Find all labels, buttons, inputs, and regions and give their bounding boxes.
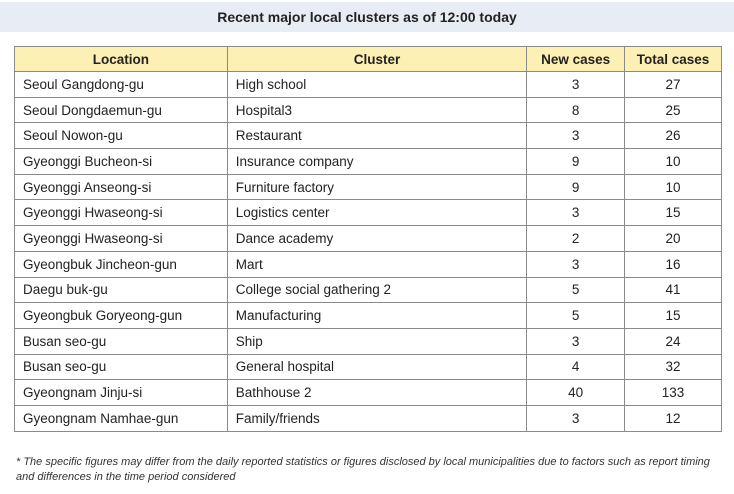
cell-cluster: Dance academy bbox=[227, 226, 526, 252]
table-header-row bbox=[15, 47, 722, 72]
table-row bbox=[15, 149, 722, 175]
clusters-table bbox=[14, 46, 722, 432]
cell-new-cases: 8 bbox=[527, 97, 625, 123]
cell-location: Gyeongnam Jinju-si bbox=[15, 380, 228, 406]
cell-location: Gyeongnam Namhae-gun bbox=[15, 405, 228, 431]
cell-total-cases: 20 bbox=[625, 226, 722, 252]
cell-new-cases: 5 bbox=[527, 303, 625, 329]
cell-new-cases: 3 bbox=[527, 200, 625, 226]
cell-new-cases: 3 bbox=[527, 405, 625, 431]
cell-total-cases: 12 bbox=[625, 405, 722, 431]
header-cluster: Cluster bbox=[227, 47, 526, 72]
cell-new-cases: 5 bbox=[527, 277, 625, 303]
cell-cluster: Family/friends bbox=[227, 405, 526, 431]
cell-cluster: Ship bbox=[227, 328, 526, 354]
table-row bbox=[15, 174, 722, 200]
table-row bbox=[15, 405, 722, 431]
cell-total-cases: 41 bbox=[625, 277, 722, 303]
cell-location: Gyeonggi Hwaseong-si bbox=[15, 226, 228, 252]
cell-total-cases: 32 bbox=[625, 354, 722, 380]
cell-cluster: Manufacturing bbox=[227, 303, 526, 329]
cell-location: Seoul Gangdong-gu bbox=[15, 72, 228, 98]
table-row bbox=[15, 303, 722, 329]
cell-location: Seoul Dongdaemun-gu bbox=[15, 97, 228, 123]
cell-new-cases: 3 bbox=[527, 72, 625, 98]
cell-total-cases: 15 bbox=[625, 200, 722, 226]
page-title-text: Recent major local clusters as of 12:00 today bbox=[217, 9, 517, 25]
table-row bbox=[15, 72, 722, 98]
cell-location: Seoul Nowon-gu bbox=[15, 123, 228, 149]
cell-new-cases: 3 bbox=[527, 328, 625, 354]
cell-cluster: College social gathering 2 bbox=[227, 277, 526, 303]
cell-location: Gyeonggi Anseong-si bbox=[15, 174, 228, 200]
cell-new-cases: 3 bbox=[527, 251, 625, 277]
cell-total-cases: 16 bbox=[625, 251, 722, 277]
header-total-cases: Total cases bbox=[625, 47, 722, 72]
cell-location: Daegu buk-gu bbox=[15, 277, 228, 303]
cell-new-cases: 9 bbox=[527, 174, 625, 200]
cell-total-cases: 15 bbox=[625, 303, 722, 329]
footnote: * The specific figures may differ from the daily reported statistics or figures disclosed by local municipalities due to factors such as report timing and differences in the time period considered bbox=[16, 456, 710, 483]
cell-cluster: Furniture factory bbox=[227, 174, 526, 200]
cell-new-cases: 4 bbox=[527, 354, 625, 380]
cell-cluster: Restaurant bbox=[227, 123, 526, 149]
page-title bbox=[0, 2, 734, 32]
cell-cluster: Bathhouse 2 bbox=[227, 380, 526, 406]
cell-total-cases: 27 bbox=[625, 72, 722, 98]
header-location: Location bbox=[15, 47, 228, 72]
table-row bbox=[15, 380, 722, 406]
cell-total-cases: 25 bbox=[625, 97, 722, 123]
table-row bbox=[15, 277, 722, 303]
cell-new-cases: 40 bbox=[527, 380, 625, 406]
cell-location: Gyeongbuk Jincheon-gun bbox=[15, 251, 228, 277]
cell-total-cases: 133 bbox=[625, 380, 722, 406]
cell-location: Busan seo-gu bbox=[15, 328, 228, 354]
cell-cluster: High school bbox=[227, 72, 526, 98]
table-row bbox=[15, 123, 722, 149]
cell-total-cases: 10 bbox=[625, 149, 722, 175]
cell-location: Gyeonggi Hwaseong-si bbox=[15, 200, 228, 226]
cell-total-cases: 24 bbox=[625, 328, 722, 354]
cell-cluster: Mart bbox=[227, 251, 526, 277]
cell-cluster: General hospital bbox=[227, 354, 526, 380]
table-row bbox=[15, 97, 722, 123]
table-row bbox=[15, 200, 722, 226]
header-new-cases: New cases bbox=[527, 47, 625, 72]
cell-location: Gyeonggi Bucheon-si bbox=[15, 149, 228, 175]
cell-location: Busan seo-gu bbox=[15, 354, 228, 380]
table-body bbox=[15, 72, 722, 432]
table-row bbox=[15, 226, 722, 252]
cell-total-cases: 10 bbox=[625, 174, 722, 200]
cell-total-cases: 26 bbox=[625, 123, 722, 149]
cell-new-cases: 3 bbox=[527, 123, 625, 149]
cell-cluster: Insurance company bbox=[227, 149, 526, 175]
cell-new-cases: 9 bbox=[527, 149, 625, 175]
table-row bbox=[15, 328, 722, 354]
table-row bbox=[15, 354, 722, 380]
table-row bbox=[15, 251, 722, 277]
cell-cluster: Hospital3 bbox=[227, 97, 526, 123]
cell-location: Gyeongbuk Goryeong-gun bbox=[15, 303, 228, 329]
cell-cluster: Logistics center bbox=[227, 200, 526, 226]
cell-new-cases: 2 bbox=[527, 226, 625, 252]
